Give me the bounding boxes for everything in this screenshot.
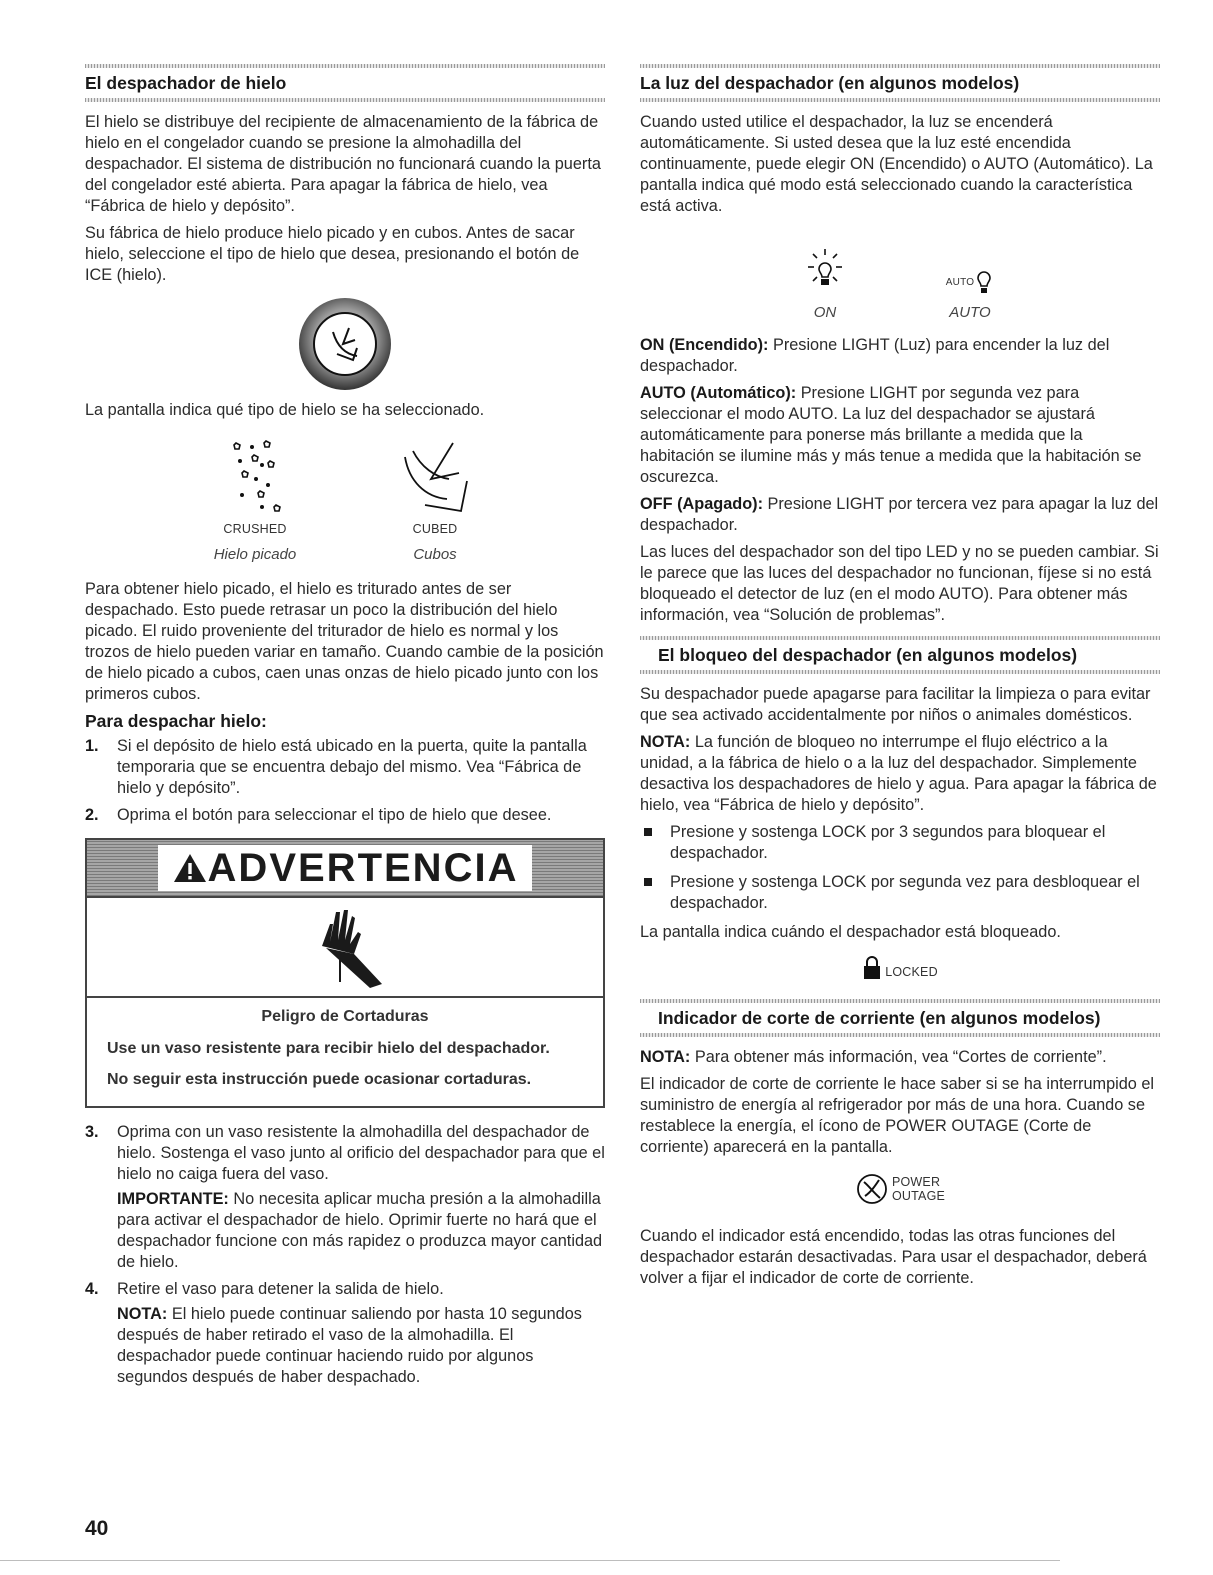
section-header-light (640, 64, 1160, 102)
step-item (85, 805, 605, 826)
right-column (640, 64, 1160, 1295)
section-title: Indicador de corte de corriente (en algunos modelos) (658, 1008, 1101, 1028)
step-number: 4. (85, 1280, 99, 1298)
cubed-ice-option (380, 437, 490, 536)
light-on-icon (805, 247, 845, 291)
step-number: 2. (85, 806, 99, 824)
cut-hand-icon (300, 902, 390, 992)
auto-label: AUTO (949, 304, 991, 321)
warning-triangle-icon (172, 852, 208, 884)
crushed-caption: CRUSHED (223, 522, 287, 536)
paragraph: Su despachador puede apagarse para facilitar la limpieza o para evitar que sea activado accidentalmente por niños o animales domésticos. (640, 685, 1151, 724)
header-rule (640, 999, 1160, 1003)
step-number: 3. (85, 1123, 99, 1141)
paragraph: Para obtener hielo picado, el hielo es triturado antes de ser despachado. Esto puede retrasar un poco la distribución del hielo picado. El ruido proveniente del triturador de hielo es normal y los trozos de hielo pueden variar en tamaño. Cuando cambie de la posición de hielo picado a cubos, caen unas onzas de hielo picado junto con los primeros cubos. (85, 580, 604, 703)
step-text: Si el depósito de hielo está ubicado en la puerta, quite la pantalla temporaria que se encuentra debajo del mismo. Vea “Fábrica de hielo y depósito”. (117, 737, 587, 797)
locked-indicator (640, 955, 1160, 981)
paragraph (640, 335, 1160, 377)
warning-pictogram (87, 898, 603, 998)
paragraph: Su fábrica de hielo produce hielo picado y en cubos. Antes de sacar hielo, seleccione el tipo de hielo que desea, presionando el botón de ICE (hielo). (85, 224, 580, 284)
on-label: ON (813, 304, 837, 321)
section-header-lock (640, 636, 1160, 674)
warning-subtitle: Peligro de Cortaduras (261, 1008, 429, 1025)
left-column (85, 64, 605, 1394)
section-title: La luz del despachador (en algunos modelos) (640, 73, 1020, 93)
header-rule (85, 98, 605, 102)
warning-text: No seguir esta instrucción puede ocasionar cortaduras. (107, 1071, 532, 1088)
term-text: Presione LIGHT por segunda vez para seleccionar el modo AUTO. La luz del despachador se ajustará automáticamente para ponerse más brillante a medida que la habitación se ilumine más y más tenue a medida que la habitación se oscurezca. (640, 384, 1142, 486)
paragraph (640, 1047, 1160, 1068)
note-text: No necesita aplicar mucha presión a la almohadilla para activar el despachador de hielo. Oprimir fuerte no hará que el despachador funcione con más rapidez o produzca mayor cantidad de hielo. (117, 1190, 603, 1271)
steps-list (85, 736, 605, 826)
note-label: IMPORTANTE: (117, 1190, 229, 1208)
header-rule (640, 670, 1160, 674)
ice-button-icon (297, 296, 393, 392)
step-note (117, 1189, 605, 1273)
paragraph (640, 383, 1160, 488)
term-label: ON (Encendido): (640, 336, 769, 354)
bullet-text: Presione y sostenga LOCK por 3 segundos para bloquear el despachador. (670, 823, 1106, 862)
term-label: OFF (Apagado): (640, 495, 763, 513)
paragraph: La pantalla indica qué tipo de hielo se ha seleccionado. (85, 401, 485, 419)
light-mode-labels (640, 304, 1160, 321)
crushed-label: Hielo picado (213, 546, 297, 563)
paragraph: El indicador de corte de corriente le hace saber si se ha interrumpido el suministro de energía al refrigerador por más de una hora. Cuando se restablece la energía, el ícono de POWER OUTAGE (Corte de corriente) aparecerá en la pantalla. (640, 1075, 1155, 1156)
cubed-label: Cubos (413, 546, 457, 563)
crushed-ice-icon (220, 437, 290, 517)
power-outage-icon (855, 1172, 889, 1206)
step-text: Oprima el botón para seleccionar el tipo de hielo que desee. (117, 806, 552, 824)
bullet-text: Presione y sostenga LOCK por segunda vez para desbloquear el despachador. (670, 873, 1140, 912)
term-text: Presione LIGHT por tercera vez para apagar la luz del despachador. (640, 495, 1159, 534)
header-rule (640, 64, 1160, 68)
auto-caption: AUTO (945, 277, 975, 288)
ice-type-icons (85, 437, 605, 536)
light-auto-option (935, 247, 1005, 296)
section-header-power (640, 999, 1160, 1037)
note-text: Para obtener más información, vea “Cortes de corriente”. (690, 1048, 1107, 1066)
subsection-title: Para despachar hielo: (85, 711, 267, 731)
term-text: Presione LIGHT (Luz) para encender la luz del despachador. (640, 336, 1110, 375)
step-text: Retire el vaso para detener la salida de hielo. (117, 1280, 444, 1298)
power-outage-indicator (640, 1172, 1160, 1206)
paragraph: La pantalla indica cuándo el despachador está bloqueado. (640, 923, 1061, 941)
note-text: El hielo puede continuar saliendo por hasta 10 segundos después de haber retirado el vaso de la almohadilla. El despachador puede continuar haciendo ruido por algunos segundos después de haber despachado. (117, 1305, 582, 1386)
lock-steps (640, 822, 1160, 914)
note-text: La función de bloqueo no interrumpe el flujo eléctrico a la unidad, a la fábrica de hielo o a la luz del despachador. Simplemente desactiva los despachadores de hielo y agua. Para apagar la fábrica de hielo, vea “Fábrica de hielo y depósito”. (640, 733, 1157, 814)
step-item (85, 736, 605, 799)
paragraph: El hielo se distribuye del recipiente de almacenamiento de la fábrica de hielo en el congelador cuando se presione la almohadilla del despachador. El sistema de distribución no funcionará cuando la puerta del congelador esté abierta. Para apagar la fábrica de hielo, vea “Fábrica de hielo y depósito”. (85, 113, 601, 215)
step-note (117, 1304, 605, 1388)
ice-type-labels (85, 546, 605, 563)
light-auto-icon (974, 268, 994, 296)
bullet-item (640, 872, 1160, 914)
step-text: Oprima con un vaso resistente la almohadilla del despachador de hielo. Sostenga el vaso junto al orificio del despachador para que el hielo no caiga fuera del vaso. (117, 1123, 605, 1183)
ice-button-icon-row (85, 296, 605, 392)
note-label: NOTA: (640, 1048, 691, 1066)
warning-title: ADVERTENCIA (207, 846, 519, 890)
warning-text: Use un vaso resistente para recibir hielo del despachador. (107, 1040, 550, 1057)
header-rule (85, 64, 605, 68)
bullet-square-icon (644, 878, 652, 886)
step-item (85, 1279, 605, 1388)
step-item (85, 1122, 605, 1273)
bullet-item (640, 822, 1160, 864)
warning-box (85, 838, 605, 1108)
steps-list-continued (85, 1122, 605, 1388)
section-title: El bloqueo del despachador (en algunos modelos) (658, 645, 1078, 665)
header-rule (640, 98, 1160, 102)
crushed-ice-option (200, 437, 310, 536)
note-label: NOTA: (117, 1305, 168, 1323)
section-title: El despachador de hielo (85, 73, 287, 93)
cubed-caption: CUBED (412, 522, 458, 536)
section-header-ice (85, 64, 605, 102)
paragraph (640, 732, 1160, 816)
lock-icon (862, 955, 882, 981)
step-number: 1. (85, 737, 99, 755)
note-label: NOTA: (640, 733, 691, 751)
locked-caption: LOCKED (885, 965, 938, 979)
light-mode-icons (640, 247, 1160, 296)
paragraph: Cuando el indicador está encendido, todas las otras funciones del despachador estarán desactivadas. Para usar el despachador, deberá volver a fijar el indicador de corte de corriente. (640, 1227, 1147, 1287)
paragraph: Las luces del despachador son del tipo LED y no se pueden cambiar. Si le parece que las luces del despachador no funcionan, fíjese si no está bloqueado el detector de luz (en el modo AUTO). Para obtener más información, vea “Solución de problemas”. (640, 543, 1159, 624)
page-footer-rule (0, 1560, 1060, 1561)
power-caption: POWER (891, 1175, 941, 1189)
warning-body (87, 998, 603, 1106)
paragraph (640, 494, 1160, 536)
power-outage-caption (892, 1175, 945, 1203)
light-on-option (795, 247, 855, 296)
header-rule (640, 1033, 1160, 1037)
term-label: AUTO (Automático): (640, 384, 797, 402)
bullet-square-icon (644, 828, 652, 836)
header-rule (640, 636, 1160, 640)
outage-caption: OUTAGE (891, 1189, 946, 1203)
page-number: 40 (85, 1517, 109, 1540)
paragraph: Cuando usted utilice el despachador, la luz se encenderá automáticamente. Si usted desea que la luz esté encendida continuamente, puede elegir ON (Encendido) o AUTO (Automático). La pantalla indica qué modo está seleccionado cuando la característica está activa. (640, 113, 1153, 215)
cubed-ice-icon (395, 437, 475, 517)
warning-header (87, 840, 603, 898)
warning-title-wrap (158, 845, 533, 891)
